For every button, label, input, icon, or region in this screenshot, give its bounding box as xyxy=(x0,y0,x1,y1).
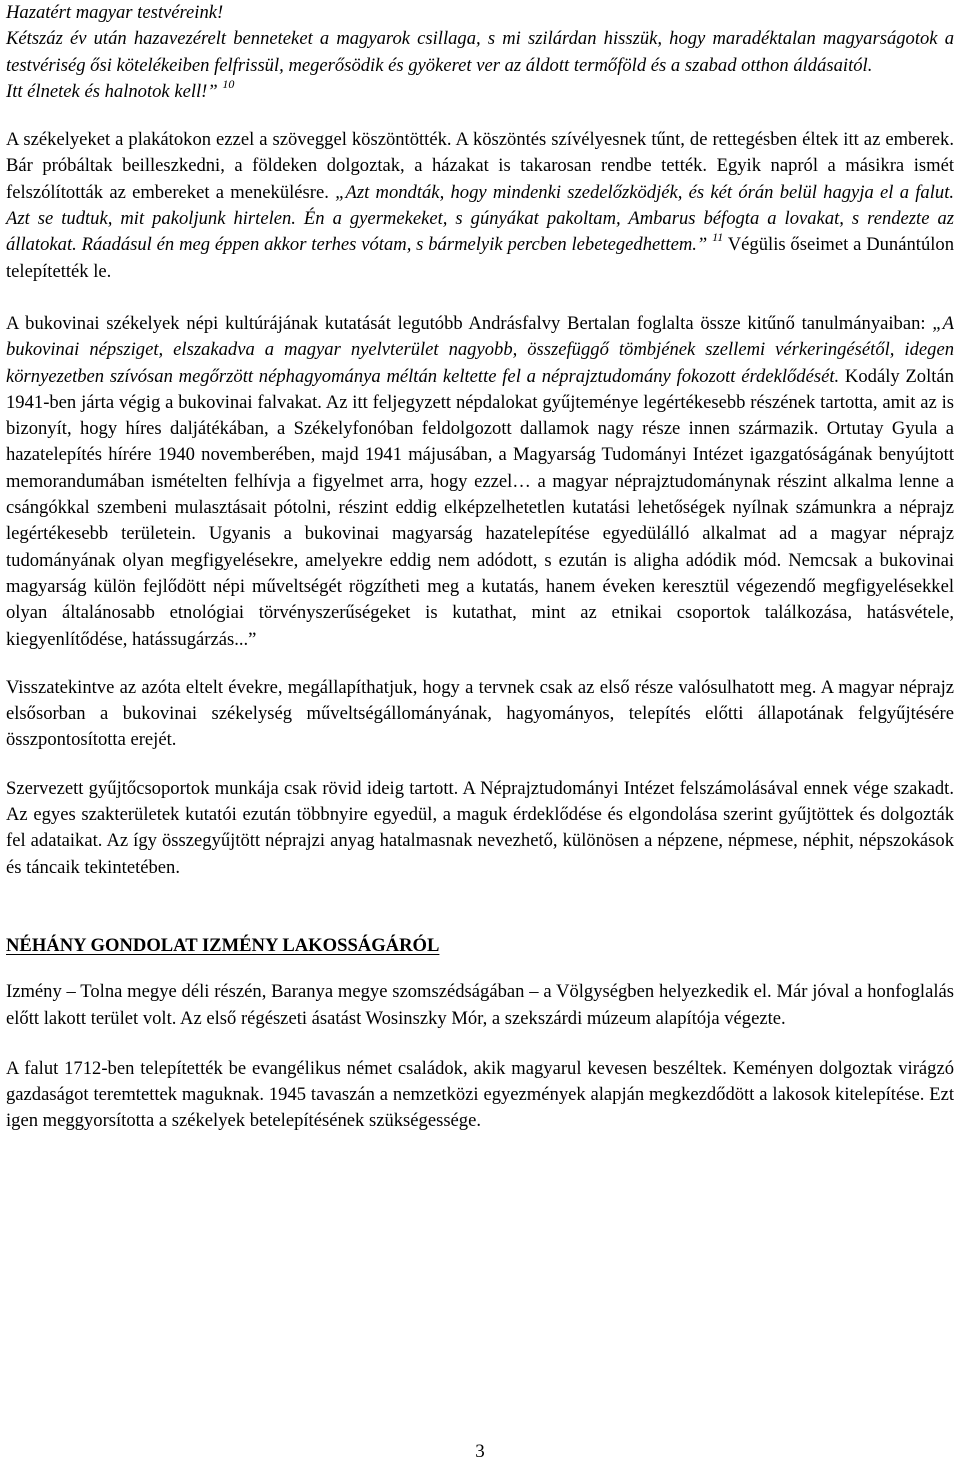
document-page xyxy=(6,0,954,1135)
research-intro: A bukovinai székelyek népi kultúrájának kutatását legutóbb Andrásfalvy Bertalan foglalta össze kitűnő tanulmányaiban: xyxy=(6,312,933,334)
section-heading: NÉHÁNY GONDOLAT IZMÉNY LAKOSSÁGÁRÓL xyxy=(6,934,440,956)
poster-body: Kétszáz év után hazavezérelt benneteket a magyarok csillaga, s mi szilárdan hisszük, hogy maradéktalan magyarságotok a testvériség ősi kötelékeiben felfrissül, megerősödik és gyökeret ver az áldott termőföld és a szabad otthon áldásaitól. xyxy=(6,28,954,76)
settlement-sentence: Végülis őseimet a Dunántúlon telepítették le. xyxy=(6,234,954,282)
footnote-ref-10[interactable]: 10 xyxy=(222,76,235,91)
welcome-text: A székelyeket a plakátokon ezzel a szöveggel köszöntötték. A köszöntés szívélyesnek tűnt, de rettegésben éltek itt az emberek. Bár próbáltak beilleszkedni, a földeken dolgoztak, a házakat is takarosan rendbe tették. Egyik napról a másikra ismét felszólították az embereket a menekülésre. xyxy=(6,129,954,203)
research-body: Kodály Zoltán 1941-ben járta végig a bukovinai falvakat. Az itt feljegyzett népdalokat gyűjteménye legértékesebb részének tartotta, amit az is bizonyít, hogy híres daljátékában, a Székelyfonóban feldolgozott dallamok nagy része innen származik. Ortutay Gyula a hazatelepítés hírére 1940 novemberében, majd 1941 májusában, a Magyarság Tudományi Intézet igazgatóságának benyújtott memorandumában ismételten felhívja a figyelmet arra, hogy ezzel… a magyar néprajztudománynak részint alkalma lenne a csángókkal szembeni mulasztásait pótolni, részint eddig elképzelhetetlen kutatási lehetőségek nyílnak számunkra a néprajz legértékesebb területein. Ugyanis a bukovinai magyarság hazatelepítése egyedülálló alkalmat ad a magyar néprajz tudományának olyan megfigyelésekre, amelyekre eddig nem adódott, s ezután is aligha adódik mód. Nemcsak a bukovinai magyarság külön fejlődött népi műveltségét rögzítheti meg a kutatás, hanem éveken keresztül végezendő megfigyelésekkel olyan általánosabb etnológiai törvényszerűségeket is kutathat, mint az etnikai csoportok találkozása, hatásvétele, kiegyenlítődése, hatássugárzás...” xyxy=(6,365,954,650)
research-quote: „A bukovinai népsziget, elszakadva a magyar nyelvterület nagyobb, összefüggő tömbjének szellemi vérkeringésétől, idegen környezetben szívósan megőrzött néphagyománya méltán keltette fel a néprajztudomány fokozott érdeklődését. xyxy=(6,312,954,387)
poster-quote xyxy=(6,0,954,105)
testimony-quote: „Azt mondták, hogy mindenki szedelőzködjék, és két órán belül hagyja el a falut. Azt se tudtuk, mit pakoljunk hirtelen. Én a gyermekeket, s gúnyákat pakoltam, Ambarus béfogta a lovakat, s rendezte az állatokat. Ráadásul én meg éppen akkor terhes vótam, s bármelyik percben lebetegedhettem.” xyxy=(6,181,955,256)
retrospect-paragraph: Visszatekintve az azóta eltelt évekre, megállapíthatjuk, hogy a tervnek csak az első része valósulhatott meg. A magyar néprajz elsősorban a bukovinai székelység műveltségállományának, hagyományos, telepítés előtti állapotának felgyűjtésére összpontosította erejét. xyxy=(6,676,954,751)
izmeny-history-paragraph: A falut 1712-ben telepítették be evangélikus német családok, akik magyarul kevesen beszéltek. Keményen dolgoztak virágzó gazdaságot teremtettek maguknak. 1945 tavaszán a nemzetközi egyezmények alapján megkezdődött a lakosok kitelepítése. Ezt igen meggyorsította a székelyek betelepítésének szükségessége. xyxy=(6,1057,954,1132)
izmeny-location-paragraph: Izmény – Tolna megye déli részén, Baranya megye szomszédságában – a Völgységben helyezkedik el. Már jóval a honfoglalás előtt lakott terület volt. Az első régészeti ásatást Wosinszky Mór, a szekszárdi múzeum alapítója végezte. xyxy=(6,981,954,1029)
collection-paragraph: Szervezett gyűjtőcsoportok munkája csak rövid ideig tartott. A Néprajztudományi Intézet felszámolásával ennek vége szakadt. Az egyes szakterületek kutatói ezután többnyire egyedül, a maguk érdeklődése és elgondolása szerint gyűjtöttek és dolgozták fel adataikat. Az így összegyűjtött néprajzi anyag hatalmasnak nevezhető, különösen a népzene, népmese, néphit, népszokások és táncaik tekintetében. xyxy=(6,777,954,878)
poster-closing: Itt élnetek és halnotok kell!” xyxy=(6,80,218,102)
poster-greeting: Hazatért magyar testvéreink! xyxy=(6,2,224,23)
research-paragraph xyxy=(6,311,954,653)
page-number: 3 xyxy=(475,1441,485,1462)
footnote-ref-11[interactable]: 11 xyxy=(712,230,724,245)
welcome-paragraph xyxy=(6,127,954,285)
